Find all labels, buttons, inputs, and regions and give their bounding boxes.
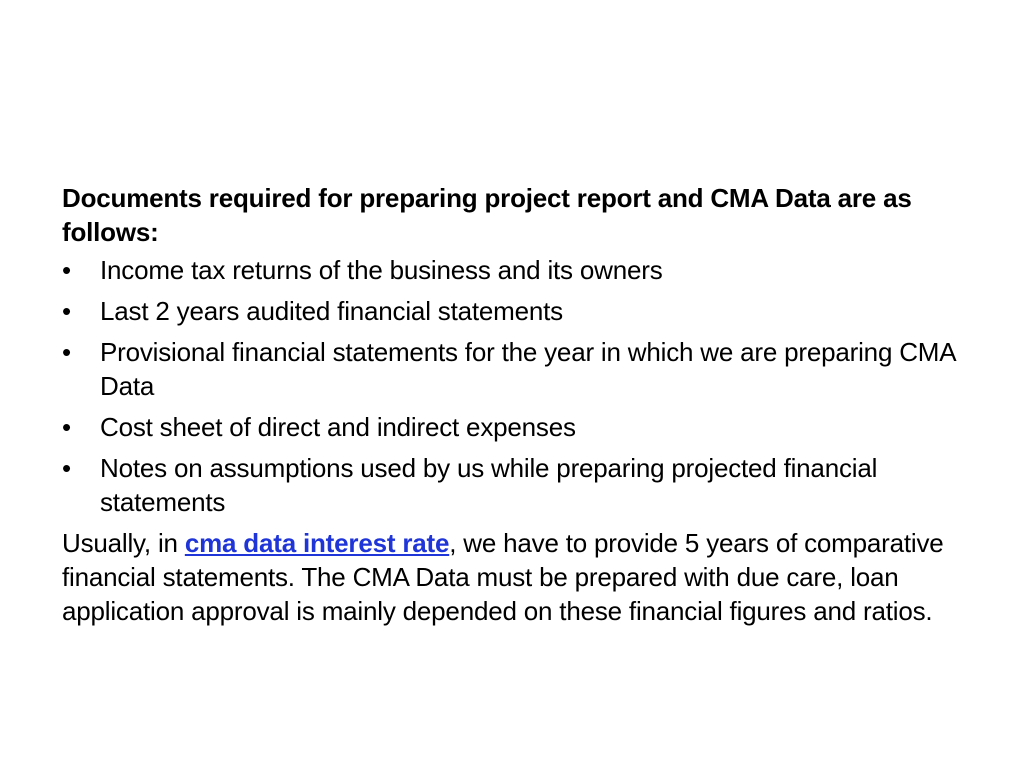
bullet-icon: • <box>62 255 71 285</box>
list-item-text: Notes on assumptions used by us while preparing projected financial statements <box>100 453 878 517</box>
summary-paragraph <box>62 526 972 628</box>
bullet-icon: • <box>62 337 71 367</box>
document-list <box>62 253 972 519</box>
cma-data-interest-rate-link[interactable]: cma data interest rate <box>184 528 450 558</box>
slide-content <box>62 181 972 628</box>
list-item-text: Provisional financial statements for the year in which we are preparing CMA Data <box>100 337 955 401</box>
bullet-icon: • <box>62 453 71 483</box>
list-item <box>62 294 972 328</box>
list-item <box>62 253 972 287</box>
list-item-text: Cost sheet of direct and indirect expenses <box>100 412 576 442</box>
paragraph-text-after: , we have to provide 5 years of comparative financial statements. The CMA Data must be prepared with due care, loan application approval is mainly depended on these financial figures and ratios. <box>62 528 944 626</box>
paragraph-text-before: Usually, in <box>62 528 185 558</box>
list-item-text: Income tax returns of the business and its owners <box>100 255 663 285</box>
list-item-text: Last 2 years audited financial statements <box>100 296 563 326</box>
list-item <box>62 335 972 403</box>
bullet-icon: • <box>62 412 71 442</box>
bullet-icon: • <box>62 296 71 326</box>
list-item <box>62 410 972 444</box>
slide-heading: Documents required for preparing project report and CMA Data are as follows: <box>62 183 912 247</box>
list-item <box>62 451 972 519</box>
